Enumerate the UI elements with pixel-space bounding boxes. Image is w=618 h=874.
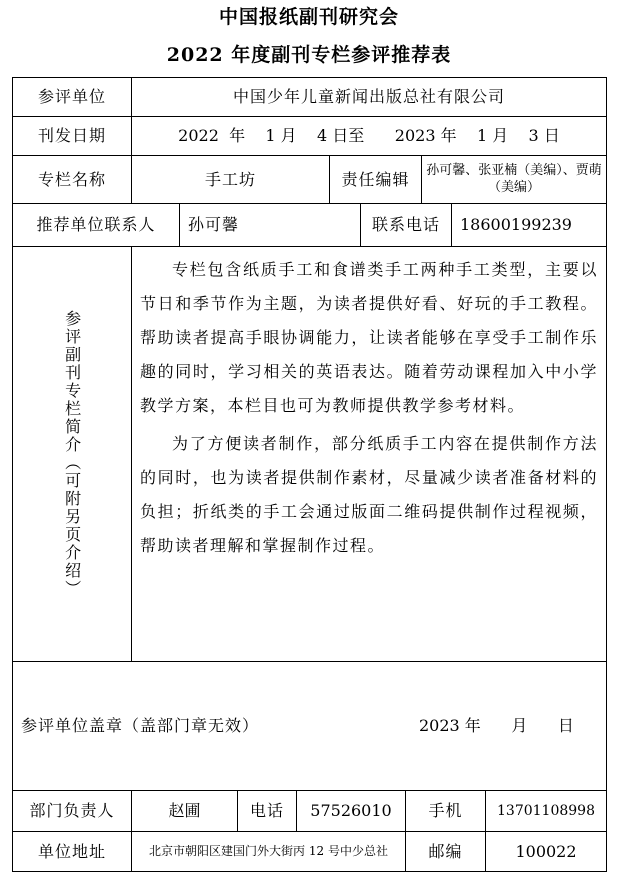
unit-label: 参评单位	[12, 77, 132, 117]
editor-label: 责任编辑	[329, 155, 422, 204]
unit-value: 中国少年儿童新闻出版总社有限公司	[131, 77, 607, 117]
address-value: 北京市朝阳区建国门外大街丙 12 号中少总社	[131, 831, 406, 872]
intro-content	[131, 246, 607, 662]
seal-date: 2023 年 月 日	[419, 716, 574, 736]
contact-value: 孙可馨	[179, 203, 361, 247]
intro-paragraph-1: 专栏包含纸质手工和食谱类手工两种手工类型，主要以节日和季节作为主题，为读者提供好看、好玩的手工教程。帮助读者提高手眼协调能力，让读者能够在享受手工制作乐趣的同时，学习相关的英语表达。随着劳动课程加入中小学教学方案，本栏目也可为教师提供教学参考材料。	[140, 260, 598, 415]
postcode-value: 100022	[485, 831, 607, 872]
phone-value: 18600199239	[451, 203, 607, 247]
contact-label: 推荐单位联系人	[12, 203, 180, 247]
seal-row	[12, 661, 607, 791]
column-name-value: 手工坊	[131, 155, 330, 204]
address-label: 单位地址	[12, 831, 132, 872]
tel-label: 电话	[237, 790, 297, 832]
recommendation-form-table	[12, 77, 607, 872]
form-title: 中国报纸副刊研究会	[218, 6, 399, 28]
seal-label: 参评单位盖章（盖部门章无效）	[21, 716, 260, 736]
tel-value: 57526010	[296, 790, 406, 832]
intro-label-cell	[12, 246, 132, 662]
mobile-label: 手机	[405, 790, 486, 832]
dept-head-label: 部门负责人	[12, 790, 132, 832]
intro-label: 参评副刊专栏简介（可附另页介绍）	[62, 310, 82, 598]
date-label: 刊发日期	[12, 116, 132, 156]
editor-value: 孙可馨、张亚楠（美编）、贾萌（美编）	[421, 155, 607, 204]
column-name-label: 专栏名称	[12, 155, 132, 204]
phone-label: 联系电话	[360, 203, 452, 247]
postcode-label: 邮编	[405, 831, 486, 872]
date-value: 2022 年 1 月 4 日至 2023 年 1 月 3 日	[131, 116, 607, 156]
intro-paragraph-2: 为了方便读者制作，部分纸质手工内容在提供制作方法的同时，也为读者提供制作素材，尽量减少读者准备材料的负担；折纸类的手工会通过版面二维码提供制作过程视频，帮助读者理解和掌握制作过程。	[140, 434, 598, 555]
form-subtitle: 2022 年度副刊专栏参评推荐表	[166, 44, 452, 66]
mobile-value: 13701108998	[485, 790, 607, 832]
dept-head-value: 赵圃	[131, 790, 238, 832]
